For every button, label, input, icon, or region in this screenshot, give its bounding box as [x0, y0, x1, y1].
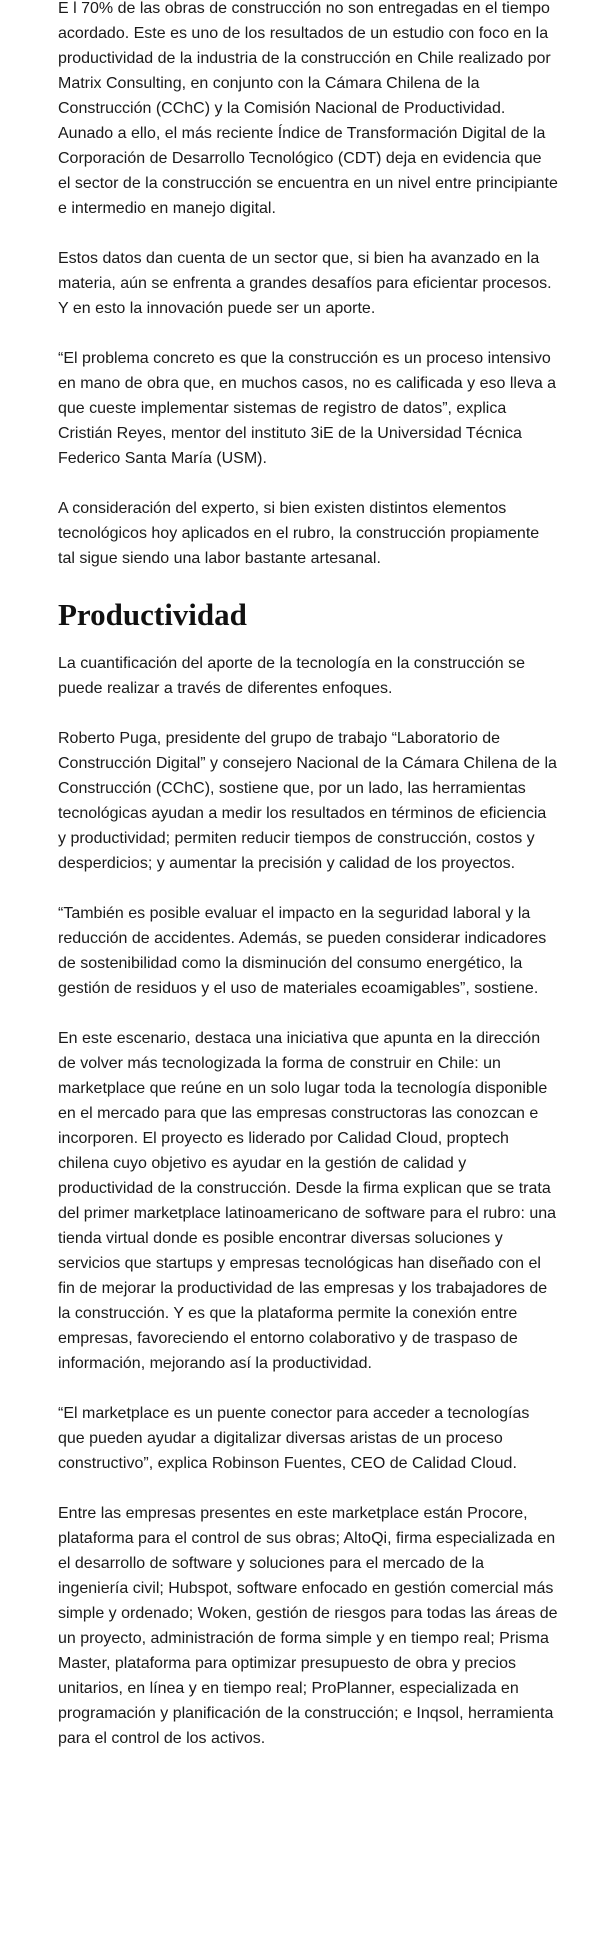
paragraph-intro-1: E l 70% de las obras de construcción no son entregadas en el tiempo acordado. Este es uno de los resultados de un estudio con foco en la productividad de la industria de la construcción en Chile realizado por Matrix Consulting, en conjunto con la Cámara Chilena de la Construcción (CChC) y la Comisión Nacional de Productividad. Aunado a ello, el más reciente Índice de Transformación Digital de la Corporación de Desarrollo Tecnológico (CDT) deja en evidencia que el sector de la construcción se encuentra en un nivel entre principiante e intermedio en manejo digital. — [58, 0, 558, 217]
paragraph-intro-4: A consideración del experto, si bien existen distintos elementos tecnológicos hoy aplicados en el rubro, la construcción propiamente tal sigue siendo una labor bastante artesanal. — [58, 500, 540, 567]
article-body — [58, 0, 558, 1776]
paragraph-section-2: Roberto Puga, presidente del grupo de trabajo “Laboratorio de Construcción Digital” y consejero Nacional de la Cámara Chilena de la Construcción (CChC), sostiene que, por un lado, las herramientas tecnológicas ayudan a medir los resultados en términos de eficiencia y productividad; permiten reducir tiempos de construcción, costos y desperdicios; y aumentar la precisión y calidad de los proyectos. — [58, 730, 557, 872]
paragraph-intro-2: Estos datos dan cuenta de un sector que, si bien ha avanzado en la materia, aún se enfrenta a grandes desafíos para eficientar procesos. Y en esto la innovación puede ser un aporte. — [58, 250, 552, 317]
paragraph-section-5: “El marketplace es un puente conector para acceder a tecnologías que pueden ayudar a digitalizar diversas aristas de un proceso constructivo”, explica Robinson Fuentes, CEO de Calidad Cloud. — [58, 1405, 530, 1472]
paragraph-section-6: Entre las empresas presentes en este marketplace están Procore, plataforma para el control de sus obras; AltoQi, firma especializada en el desarrollo de software y soluciones para el mercado de la ingeniería civil; Hubspot, software enfocado en gestión comercial más simple y ordenado; Woken, gestión de riesgos para todas las áreas de un proyecto, administración de forma simple y en tiempo real; Prisma Master, plataforma para optimizar presupuesto de obra y precios unitarios, en línea y en tiempo real; ProPlanner, especializada en programación y planificación de la construcción; e Inqsol, herramienta para el control de los activos. — [58, 1505, 558, 1747]
paragraph-intro-3: “El problema concreto es que la construcción es un proceso intensivo en mano de obra que, en muchos casos, no es calificada y eso lleva a que cueste implementar sistemas de registro de datos”, explica Cristián Reyes, mentor del instituto 3iE de la Universidad Técnica Federico Santa María (USM). — [58, 350, 557, 467]
section-heading: Productividad — [58, 597, 247, 632]
paragraph-section-3: “También es posible evaluar el impacto en la seguridad laboral y la reducción de accidentes. Además, se pueden considerar indicadores de sostenibilidad como la disminución del consumo energético, la gestión de residuos y el uso de materiales ecoamigables”, sostiene. — [58, 905, 547, 997]
paragraph-section-4: En este escenario, destaca una iniciativa que apunta en la dirección de volver más tecnologizada la forma de construir en Chile: un marketplace que reúne en un solo lugar toda la tecnología disponible en el mercado para que las empresas constructoras las conozcan e incorporen. El proyecto es liderado por Calidad Cloud, proptech chilena cuyo objetivo es ayudar en la gestión de calidad y productividad de la construcción. Desde la firma explican que se trata del primer marketplace latinoamericano de software para el rubro: una tienda virtual donde es posible encontrar diversas soluciones y servicios que startups y empresas tecnológicas han diseñado con el fin de mejorar la productividad de las empresas y los trabajadores de la construcción. Y es que la plataforma permite la conexión entre empresas, favoreciendo el entorno colaborativo y de traspaso de información, mejorando así la productividad. — [58, 1030, 557, 1372]
paragraph-section-1: La cuantificación del aporte de la tecnología en la construcción se puede realizar a través de diferentes enfoques. — [58, 655, 525, 697]
